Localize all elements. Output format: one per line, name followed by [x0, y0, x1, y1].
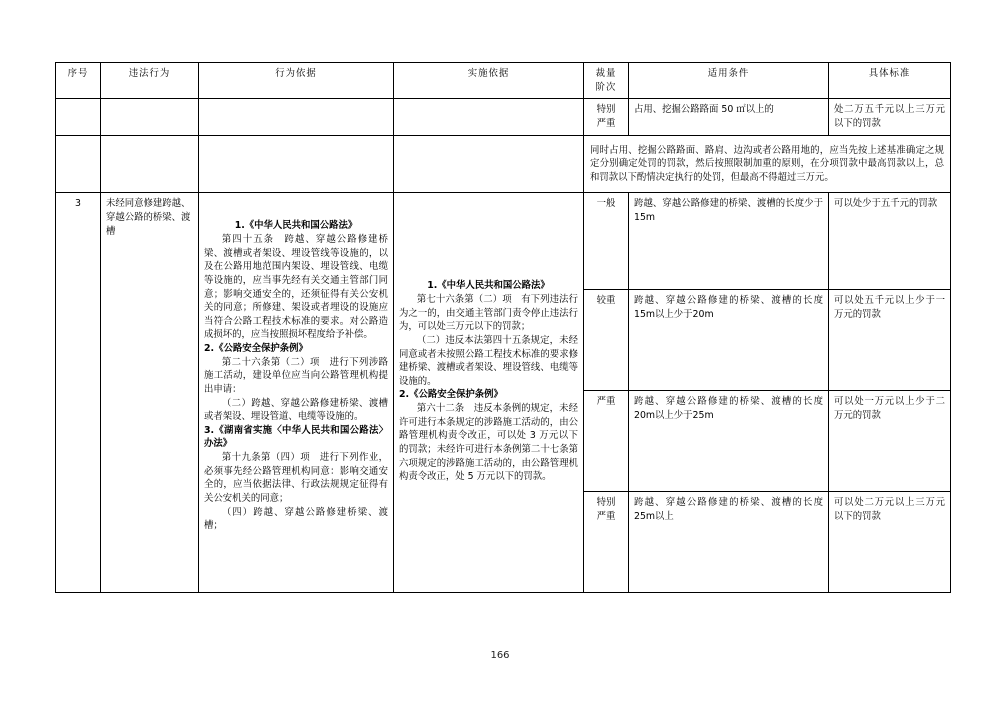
- level-line1: 严重: [596, 396, 616, 408]
- cell-act-basis: [199, 193, 394, 593]
- act-basis-p7: 第十九条第（四）项 进行下列作业，必须事先经公路管理机构同意：影响交通安全的，应当依据法律、行政法规规定征得有关公安机关的同意；: [204, 452, 388, 504]
- act-basis-p5: （二）跨越、穿越公路修建桥梁、渡槽或者架设、埋设管道、电缆等设施的。: [204, 397, 388, 423]
- header-discretion-level-line2: 阶次: [595, 81, 617, 93]
- discretion-standards-table: [55, 62, 951, 593]
- act-basis-p1: 1.《中华人民共和国公路法》: [234, 220, 358, 232]
- impl-basis-p5: 第六十二条 违反本条例的规定，未经许可进行本条规定的涉路施工活动的，由公路管理机构责令改正，可以处 3 万元以下的罚款；未经许可进行本条例第二十七条第六项规定的涉路施工活动的，由公路管理机构责令改正，处 5 万元以下的罚款。: [399, 403, 578, 483]
- act-basis-p8: （四）跨越、穿越公路修建桥梁、渡槽；: [204, 506, 388, 532]
- cell-seq-empty: [56, 99, 101, 135]
- cell-condition: 跨越、穿越公路修建的桥梁、渡槽的长度25m以上: [629, 492, 829, 593]
- level-line1: 特别: [596, 497, 616, 509]
- violation-text: 未经同意修建跨越、穿越公路的桥梁、渡槽: [106, 198, 191, 237]
- cell-impl-basis: [394, 193, 584, 593]
- table-row: [56, 99, 951, 135]
- cell-level: [584, 391, 629, 492]
- cell-level: [584, 193, 629, 290]
- level-line1: 一般: [596, 198, 616, 210]
- level-line1: 特别: [596, 104, 616, 116]
- cell-standard: 可以处少于五千元的罚款: [829, 193, 951, 290]
- impl-basis-p2: 第七十六条第（二）项 有下列违法行为之一的，由交通主管部门责令停止违法行为，可以处三万元以下的罚款；: [399, 294, 578, 333]
- header-seq: 序号: [56, 63, 101, 99]
- level-line1: 较重: [596, 295, 616, 307]
- cell-standard: 可以处一万元以上少于二万元的罚款: [829, 391, 951, 492]
- header-discretion-level: [584, 63, 629, 99]
- header-standard: 具体标准: [829, 63, 951, 99]
- impl-basis-p3: （二）违反本法第四十五条规定，未经同意或者未按照公路工程技术标准的要求修建桥梁、渡槽或者架设、埋设管线、电缆等设施的。: [399, 334, 578, 387]
- cell-condition: 占用、挖掘公路路面 50 ㎡以上的: [629, 99, 829, 135]
- table-row: [56, 135, 951, 193]
- impl-basis-p4: 2.《公路安全保护条例》: [399, 389, 503, 401]
- cell-act-basis-empty: [199, 135, 394, 193]
- header-violation: 违法行为: [101, 63, 199, 99]
- cell-violation-empty: [101, 135, 199, 193]
- cell-condition: 跨越、穿越公路修建的桥梁、渡槽的长度20m以上少于25m: [629, 391, 829, 492]
- cell-seq-empty: [56, 135, 101, 193]
- cell-standard: 处二万五千元以上三万元以下的罚款: [829, 99, 951, 135]
- act-basis-p4: 第二十六条第（二）项 进行下列涉路施工活动，建设单位应当向公路管理机构提出申请：: [204, 356, 388, 395]
- header-implementation-basis: 实施依据: [394, 63, 584, 99]
- cell-condition: 跨越、穿越公路修建的桥梁、渡槽的长度少于15m: [629, 193, 829, 290]
- cell-violation: [101, 193, 199, 593]
- cell-level: [584, 290, 629, 391]
- table-header-row: [56, 63, 951, 99]
- level-line2: 严重: [596, 511, 616, 522]
- act-basis-p3: 2.《公路安全保护条例》: [204, 343, 308, 354]
- cell-act-basis-empty: [199, 99, 394, 135]
- cell-level: [584, 492, 629, 593]
- impl-basis-p1: 1.《中华人民共和国公路法》: [427, 280, 550, 292]
- cell-violation-empty: [101, 99, 199, 135]
- table-row: [56, 193, 951, 290]
- page-number: 166: [490, 650, 510, 661]
- cell-carryover-note: 同时占用、挖掘公路路面、路肩、边沟或者公路用地的，应当先按上述基准确定之规定分别确定处罚的罚款，然后按照限制加重的原则，在分项罚款中最高罚款以上，总和罚款以下酌情决定执行的处罚，但最高不得超过三万元。: [584, 135, 951, 193]
- cell-impl-basis-empty: [394, 135, 584, 193]
- cell-standard: 可以处二万元以上三万元以下的罚款: [829, 492, 951, 593]
- act-basis-p2: 第四十五条 跨越、穿越公路修建桥梁、渡槽或者架设、埋设管线等设施的，以及在公路用地范围内架设、埋设管线、电缆等设施的，应当事先经有关交通主管部门同意；影响交通安全的，还须征得有关公安机关的同意；所修建、架设或者埋设的设施应当符合公路工程技术标准的要求。对公路造成损坏的，应当按照损坏程度给予补偿。: [204, 234, 388, 341]
- header-discretion-level-line1: 裁量: [595, 68, 617, 79]
- cell-condition: 跨越、穿越公路修建的桥梁、渡槽的长度15m以上少于20m: [629, 290, 829, 391]
- header-conditions: 适用条件: [629, 63, 829, 99]
- cell-seq: 3: [56, 193, 101, 593]
- act-basis-p6: 3.《湖南省实施〈中华人民共和国公路法〉办法》: [204, 424, 388, 450]
- header-act-basis: 行为依据: [199, 63, 394, 99]
- cell-impl-basis-empty: [394, 99, 584, 135]
- level-line2: 严重: [596, 117, 616, 129]
- cell-level: [584, 99, 629, 135]
- cell-standard: 可以处五千元以上少于一万元的罚款: [829, 290, 951, 391]
